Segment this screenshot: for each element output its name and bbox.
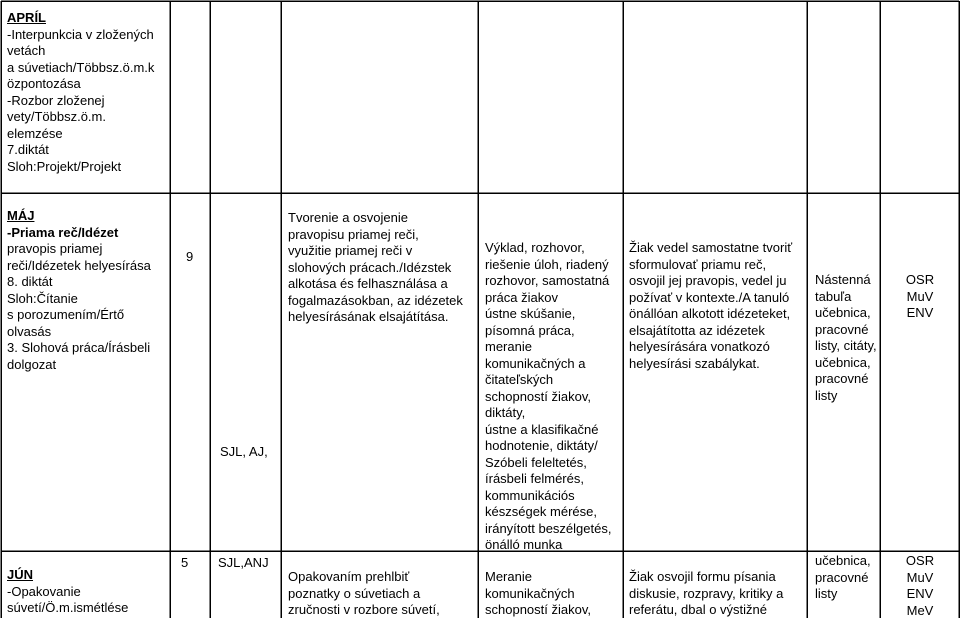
month-label: JÚN [7, 567, 167, 584]
method-line: schopností žiakov, [485, 602, 621, 619]
method-line: diktáty, [485, 405, 621, 422]
row-may-topic-cell [7, 208, 167, 373]
outcome-line: Žiak vedel samostatne tvoriť [629, 240, 805, 257]
topic-line: vety/Többsz.ö.m. [7, 109, 167, 126]
outcome-line: osvojil jej pravopis, vedel ju [629, 273, 805, 290]
outcome-line: Žiak osvojil formu písania [629, 569, 805, 586]
method-line: riešenie úloh, riadený [485, 257, 621, 274]
cross-topic-line: OSR [881, 553, 959, 570]
topic-line: Sloh:Projekt/Projekt [7, 159, 167, 176]
method-line: rozhovor, samostatná [485, 273, 621, 290]
competence-line: helyesírásának elsajátítása. [288, 309, 476, 326]
outcome-line: elsajátította az idézetek [629, 323, 805, 340]
topic-line: súvetí/Ö.m.ismétlése [7, 600, 167, 617]
topic-line: -Interpunkcia v zložených [7, 27, 167, 44]
method-line: önálló munka [485, 537, 621, 554]
row-may-cross-topics-cell [881, 272, 959, 322]
aid-line: Nástenná [815, 272, 879, 289]
cross-topic-line: OSR [881, 272, 959, 289]
aid-line: pracovné [815, 322, 879, 339]
method-line: Meranie [485, 569, 621, 586]
row-may-outcomes-cell [629, 240, 805, 372]
row-june-hours: 5 [181, 555, 188, 572]
topic-line: 7.diktát [7, 142, 167, 159]
method-line: írásbeli felmérés, [485, 471, 621, 488]
topic-line: a súvetiach/Többsz.ö.m.k [7, 60, 167, 77]
method-line: Szóbeli feleltetés, [485, 455, 621, 472]
row-june-methods-cell [485, 569, 621, 619]
cross-topic-line: ENV [881, 586, 959, 603]
method-line: készségek mérése, [485, 504, 621, 521]
competence-line: pravopisu priamej reči, [288, 227, 476, 244]
row-june-subjects: SJL,ANJ [218, 555, 269, 572]
method-line: ústne skúšanie, [485, 306, 621, 323]
competence-line: poznatky o súvetiach a [288, 586, 476, 603]
competence-line: slohových prácach./Idézstek [288, 260, 476, 277]
competence-line: využitie priamej reči v [288, 243, 476, 260]
cross-topic-line: MeV [881, 603, 959, 619]
topic-line: -Rozbor zloženej [7, 93, 167, 110]
aid-line: listy [815, 388, 879, 405]
method-line: hodnotenie, diktáty/ [485, 438, 621, 455]
row-june-aids-cell [815, 553, 879, 603]
competence-line: fogalmazásokban, az idézetek [288, 293, 476, 310]
outcome-line: helyesírási szabálykat. [629, 356, 805, 373]
outcome-line: helyesírására vonatkozó [629, 339, 805, 356]
outcome-line: sformulovať priamu reč, [629, 257, 805, 274]
row-may-hours: 9 [186, 249, 193, 266]
topic-line: -Priama reč/Idézet [7, 225, 167, 242]
method-line: práca žiakov [485, 290, 621, 307]
method-line: komunikačných [485, 586, 621, 603]
aid-line: pracovné [815, 570, 879, 587]
outcome-line: referátu, dbal o výstižné [629, 602, 805, 619]
competence-line: alkotása és felhasználása a [288, 276, 476, 293]
topic-line: 8. diktát [7, 274, 167, 291]
topic-line: elemzése [7, 126, 167, 143]
aid-line: učebnica, [815, 305, 879, 322]
method-line: kommunikációs [485, 488, 621, 505]
topic-line: reči/Idézetek helyesírása [7, 258, 167, 275]
row-may-competences-cell [288, 210, 476, 326]
month-label: MÁJ [7, 208, 167, 225]
topic-line: vetách [7, 43, 167, 60]
aid-line: listy, citáty, [815, 338, 879, 355]
topic-line: özpontozása [7, 76, 167, 93]
method-line: čitateľských [485, 372, 621, 389]
row-june-cross-topics-cell [881, 553, 959, 619]
competence-line: zručnosti v rozbore súvetí, [288, 602, 476, 619]
row-june-topic-cell [7, 567, 167, 617]
method-line: ústne a klasifikačné [485, 422, 621, 439]
topic-line: s porozumením/Értő [7, 307, 167, 324]
topic-line: pravopis priamej [7, 241, 167, 258]
method-line: písomná práca, [485, 323, 621, 340]
aid-line: učebnica, [815, 553, 879, 570]
month-label: APRÍL [7, 10, 167, 27]
row-may-aids-cell [815, 272, 879, 404]
cross-topic-line: MuV [881, 570, 959, 587]
topic-line: -Opakovanie [7, 584, 167, 601]
row-may-methods-cell [485, 240, 621, 554]
topic-line: 3. Slohová práca/Írásbeli [7, 340, 167, 357]
competence-line: Opakovaním prehlbiť [288, 569, 476, 586]
row-may-subjects: SJL, AJ, [220, 444, 268, 461]
aid-line: tabuľa [815, 289, 879, 306]
row-june-competences-cell [288, 569, 476, 619]
aid-line: listy [815, 586, 879, 603]
method-line: schopností žiakov, [485, 389, 621, 406]
outcome-line: diskusie, rozpravy, kritiky a [629, 586, 805, 603]
topic-line: Sloh:Čítanie [7, 291, 167, 308]
outcome-line: požívať v kontexte./A tanuló [629, 290, 805, 307]
method-line: meranie [485, 339, 621, 356]
method-line: irányított beszélgetés, [485, 521, 621, 538]
aid-line: učebnica, [815, 355, 879, 372]
outcome-line: önállóan alkotott idézeteket, [629, 306, 805, 323]
aid-line: pracovné [815, 371, 879, 388]
cross-topic-line: ENV [881, 305, 959, 322]
method-line: komunikačných a [485, 356, 621, 373]
method-line: Výklad, rozhovor, [485, 240, 621, 257]
topic-line: olvasás [7, 324, 167, 341]
row-june-outcomes-cell [629, 569, 805, 619]
cross-topic-line: MuV [881, 289, 959, 306]
row-april-topic-cell [7, 10, 167, 175]
topic-line: dolgozat [7, 357, 167, 374]
competence-line: Tvorenie a osvojenie [288, 210, 476, 227]
